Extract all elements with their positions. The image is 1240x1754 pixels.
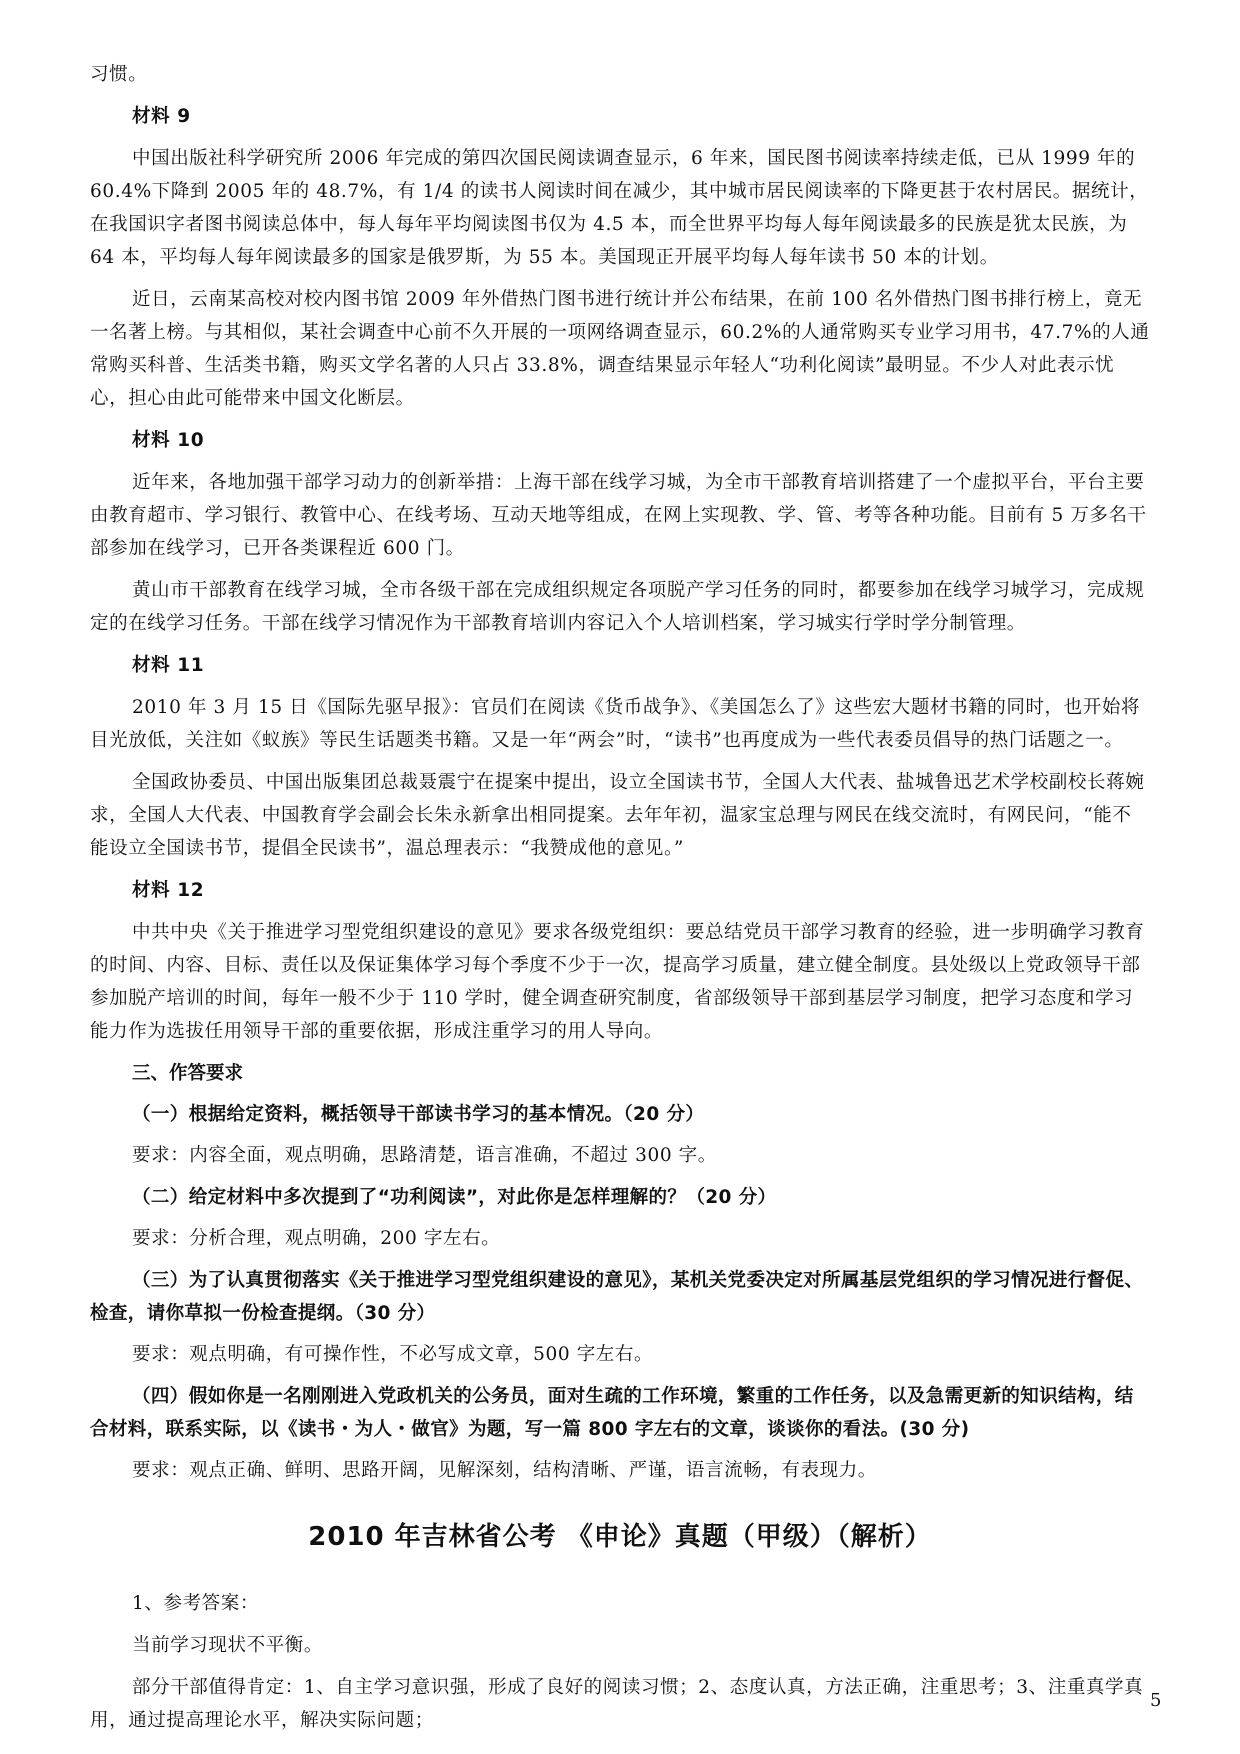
requirement-4: 要求：观点正确、鲜明、思路开阔，见解深刻，结构清晰、严谨，语言流畅，有表现力。 xyxy=(132,1460,877,1481)
question-4: （四）假如你是一名刚刚进入党政机关的公务员，面对生疏的工作环境，繁重的工作任务，以及急需更新的知识结构，结合材料，联系实际，以《读书・为人・做官》为题，写一篇 800 字左右的文章，谈谈你的看法。(30 分) xyxy=(90,1386,1134,1440)
material-9-label: 材料 9 xyxy=(132,106,191,127)
material-11-paragraph-2: 全国政协委员、中国出版集团总裁聂震宁在提案中提出，设立全国读书节，全国人大代表、盐城鲁迅艺术学校副校长蒋婉求，全国人大代表、中国教育学会副会长朱永新拿出相同提案。去年年初，温家宝总理与网民在线交流时，有网民问，“能不能设立全国读书节，提倡全民读书”，温总理表示：“我赞成他的意见。” xyxy=(90,772,1145,859)
material-11-label: 材料 11 xyxy=(132,655,205,676)
answer-item-1: 1、参考答案： xyxy=(132,1593,259,1614)
page-number: 5 xyxy=(1150,1690,1162,1711)
material-10-paragraph-2: 黄山市干部教育在线学习城，全市各级干部在完成组织规定各项脱产学习任务的同时，都要参加在线学习城学习，完成规定的在线学习任务。干部在线学习情况作为干部教育培训内容记入个人培训档案，学习城实行学时学分制管理。 xyxy=(90,580,1145,634)
material-12-label: 材料 12 xyxy=(132,880,205,901)
material-9-paragraph-1: 中国出版社科学研究所 2006 年完成的第四次国民阅读调查显示，6 年来，国民图书阅读率持续走低，已从 1999 年的 60.4%下降到 2005 年的 48.7%，有 1/4 的读书人阅读时间在减少，其中城市居民阅读率的下降更甚于农村居民。据统计，在我国识字者图书阅读总体中，每人每年平均阅读图书仅为 4.5 本，而全世界平均每人每年阅读最多的民族是犹太民族，为 64 本，平均每人每年阅读最多的国家是俄罗斯，为 55 本。美国现正开展平均每人每年读书 50 本的计划。 xyxy=(90,148,1149,268)
requirement-3: 要求：观点明确，有可操作性，不必写成文章，500 字左右。 xyxy=(132,1344,654,1365)
answer-line-2: 部分干部值得肯定：1、自主学习意识强，形成了良好的阅读习惯；2、态度认真，方法正确，注重思考；3、注重真学真用，通过提高理论水平，解决实际问题； xyxy=(90,1677,1144,1731)
page-content xyxy=(90,58,1150,1746)
continued-line: 习惯。 xyxy=(90,64,148,85)
material-11-paragraph-1: 2010 年 3 月 15 日《国际先驱早报》：官员们在阅读《货币战争》、《美国怎么了》这些宏大题材书籍的同时，也开始将目光放低，关注如《蚁族》等民生话题类书籍。又是一年“两会”时，“读书”也再度成为一些代表委员倡导的热门话题之一。 xyxy=(90,697,1141,751)
question-3: （三）为了认真贯彻落实《关于推进学习型党组织建设的意见》，某机关党委决定对所属基层党组织的学习情况进行督促、检查，请你草拟一份检查提纲。（30 分） xyxy=(90,1270,1144,1324)
requirement-2: 要求：分析合理，观点明确，200 字左右。 xyxy=(132,1228,501,1249)
analysis-title: 2010 年吉林省公考 《申论》真题（甲级）（解析） xyxy=(308,1522,932,1552)
material-9-paragraph-2: 近日，云南某高校对校内图书馆 2009 年外借热门图书进行统计并公布结果，在前 100 名外借热门图书排行榜上，竟无一名著上榜。与其相似，某社会调查中心前不久开展的一项网络调查显示，60.2%的人通常购买专业学习用书，47.7%的人通常购买科普、生活类书籍，购买文学名著的人只占 33.8%，调查结果显示年轻人“功利化阅读”最明显。不少人对此表示忧心，担心由此可能带来中国文化断层。 xyxy=(90,289,1150,409)
material-10-paragraph-1: 近年来，各地加强干部学习动力的创新举措：上海干部在线学习城，为全市干部教育培训搭建了一个虚拟平台，平台主要由教育超市、学习银行、教管中心、在线考场、互动天地等组成，在网上实现教、学、管、考等各种功能。目前有 5 万多名干部参加在线学习，已开各类课程近 600 门。 xyxy=(90,472,1147,559)
question-1: （一）根据给定资料，概括领导干部读书学习的基本情况。（20 分） xyxy=(132,1104,705,1125)
answer-line-1: 当前学习现状不平衡。 xyxy=(132,1635,324,1656)
material-10-label: 材料 10 xyxy=(132,430,205,451)
section-heading: 三、作答要求 xyxy=(132,1063,244,1084)
question-2: （二）给定材料中多次提到了“功利阅读”，对此你是怎样理解的？（20 分） xyxy=(132,1187,777,1208)
material-12-paragraph-1: 中共中央《关于推进学习型党组织建设的意见》要求各级党组织：要总结党员干部学习教育的经验，进一步明确学习教育的时间、内容、目标、责任以及保证集体学习每个季度不少于一次，提高学习质量，建立健全制度。县处级以上党政领导干部参加脱产培训的时间，每年一般不少于 110 学时，健全调查研究制度，省部级领导干部到基层学习制度，把学习态度和学习能力作为选拔任用领导干部的重要依据，形成注重学习的用人导向。 xyxy=(90,922,1145,1042)
requirement-1: 要求：内容全面，观点明确，思路清楚，语言准确，不超过 300 字。 xyxy=(132,1145,717,1166)
